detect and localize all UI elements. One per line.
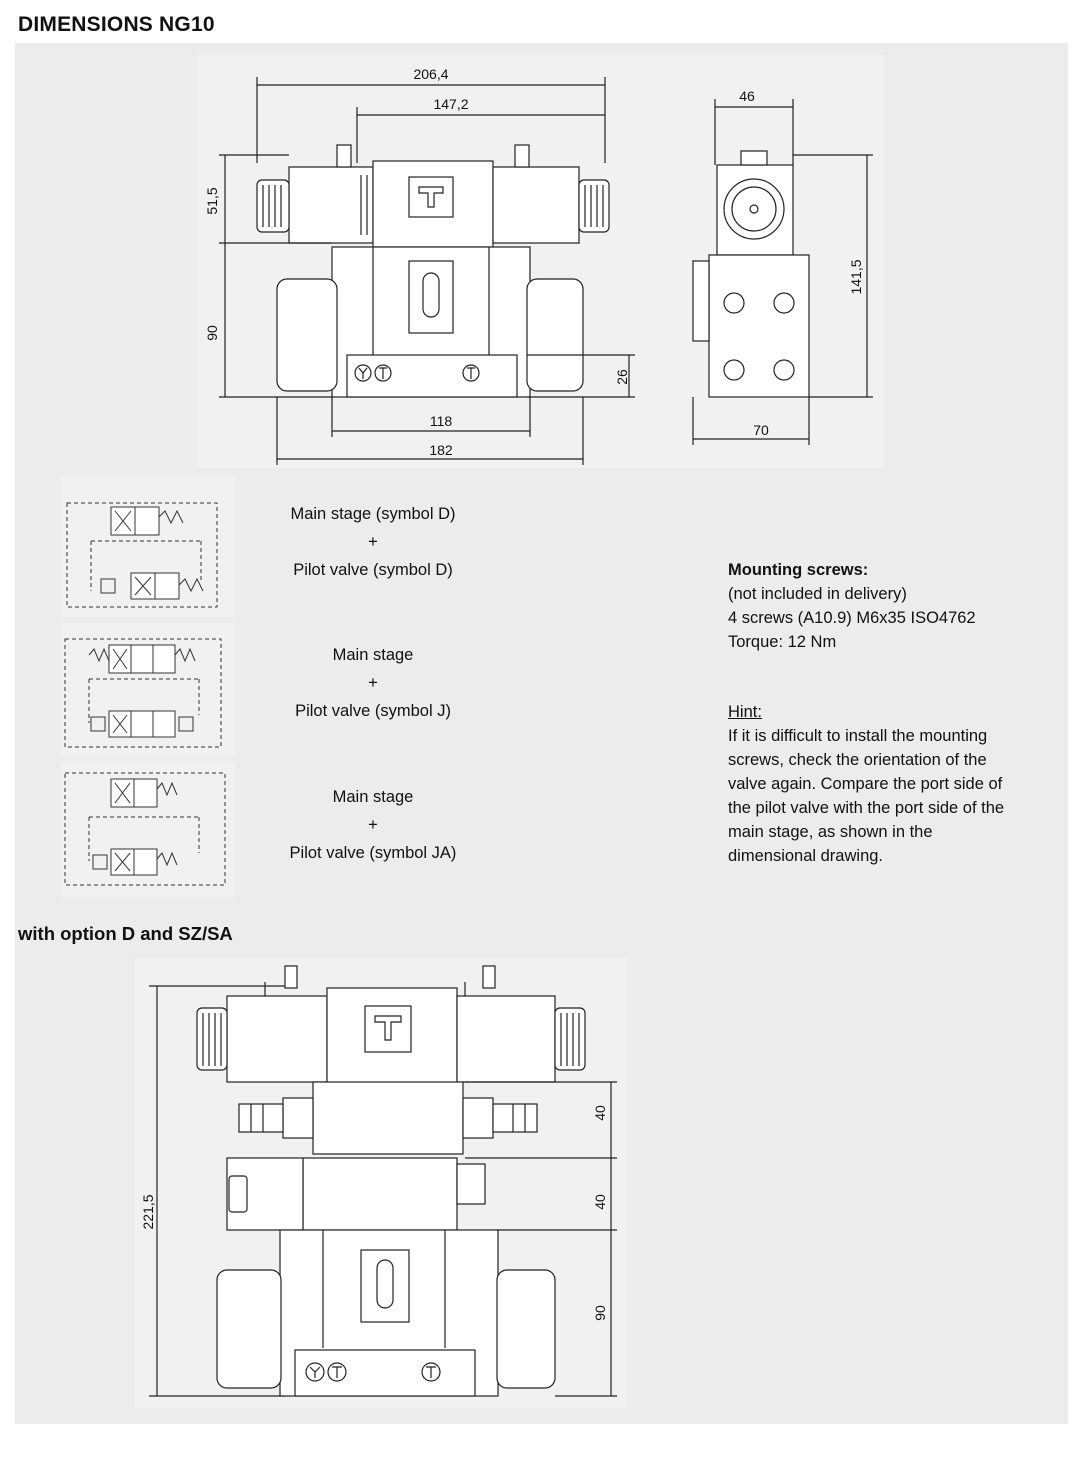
- caption-line1: Main stage (symbol D): [290, 505, 456, 523]
- hint-title: Hint:: [728, 703, 762, 721]
- dim-46: 46: [739, 88, 755, 104]
- dim-26: 26: [614, 369, 630, 385]
- dimension-panel: [15, 43, 1068, 1424]
- caption-line2: Pilot valve (symbol J): [295, 702, 451, 720]
- caption-plus: +: [368, 533, 378, 551]
- symbol-caption-d: [253, 500, 493, 584]
- caption-plus: +: [368, 816, 378, 834]
- dim-206-4: 206,4: [413, 66, 449, 82]
- mounting-title: Mounting screws:: [728, 561, 869, 579]
- dim-70: 70: [753, 422, 769, 438]
- dim-147-2: 147,2: [433, 96, 469, 112]
- hint-info: [728, 700, 1058, 868]
- mounting-line: Torque: 12 Nm: [728, 633, 837, 651]
- hydraulic-symbol-d: [61, 477, 235, 617]
- dim-40-bottom: 40: [592, 1194, 608, 1210]
- dim-90-option: 90: [592, 1305, 608, 1321]
- symbol-caption-ja: [253, 783, 493, 867]
- dim-90: 90: [204, 325, 220, 341]
- hint-line: main stage, as shown in the: [728, 823, 933, 841]
- mounting-line: 4 screws (A10.9) M6x35 ISO4762: [728, 609, 976, 627]
- caption-line2: Pilot valve (symbol D): [293, 561, 453, 579]
- dim-118: 118: [429, 413, 453, 429]
- caption-plus: +: [368, 674, 378, 692]
- caption-line1: Main stage: [332, 646, 414, 664]
- caption-line1: Main stage: [332, 788, 414, 806]
- top-drawing-svg: [197, 55, 884, 468]
- hint-line: dimensional drawing.: [728, 847, 884, 865]
- hint-line: screws, check the orientation of the: [728, 751, 987, 769]
- mounting-line: (not included in delivery): [728, 585, 907, 603]
- dim-141-5: 141,5: [848, 259, 864, 295]
- dim-40-top: 40: [592, 1105, 608, 1121]
- dim-182: 182: [429, 442, 453, 458]
- caption-line2: Pilot valve (symbol JA): [289, 844, 457, 862]
- hint-line: the pilot valve with the port side of the: [728, 799, 1005, 817]
- mounting-info: [728, 558, 1058, 654]
- dim-51-5: 51,5: [204, 187, 220, 215]
- page-title: DIMENSIONS NG10: [18, 13, 215, 36]
- hint-line: If it is difficult to install the mounting: [728, 727, 988, 745]
- dim-221-5: 221,5: [140, 1194, 156, 1230]
- hint-line: valve again. Compare the port side of: [728, 775, 1003, 793]
- hydraulic-symbol-ja: [61, 761, 235, 897]
- hydraulic-symbol-j: [61, 623, 235, 755]
- option-section-title: with option D and SZ/SA: [18, 923, 233, 944]
- option-drawing-svg: [135, 958, 627, 1408]
- symbol-caption-j: [253, 641, 493, 725]
- top-drawing: [197, 55, 884, 468]
- option-drawing: [135, 958, 627, 1408]
